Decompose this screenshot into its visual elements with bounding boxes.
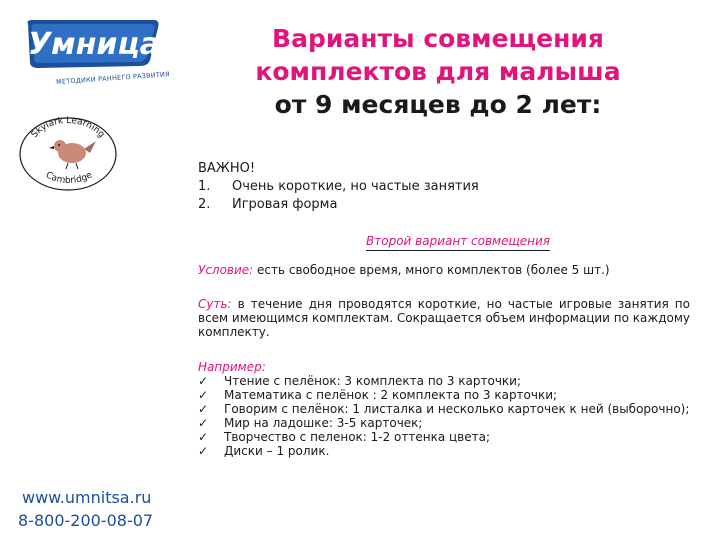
check-icon: ✓ [198, 374, 209, 388]
website-link[interactable]: www.umnitsa.ru [22, 488, 152, 507]
title-line-1: Варианты совмещения [272, 24, 604, 53]
essence-text: в течение дня проводятся короткие, но частые игровые занятия по всем имеющимся комплектам. Сокращается объем информации по каждому комплекту. [198, 297, 690, 339]
important-item [198, 178, 618, 196]
skylark-text-bottom: Cambridge [43, 170, 95, 186]
item-text: Игровая форма [232, 197, 338, 212]
condition-text: есть свободное время, много комплектов (более 5 шт.) [253, 263, 610, 277]
check-icon: ✓ [198, 430, 209, 444]
important-heading: ВАЖНО! [198, 161, 256, 176]
phone-number: 8-800-200-08-07 [18, 511, 154, 530]
list-item-text: Диски – 1 ролик. [224, 444, 330, 458]
important-block [198, 160, 618, 214]
condition-label: Условие: [198, 263, 254, 277]
logo-subtitle: МЕТОДИКИ РАННЕГО РАЗВИТИЯ [55, 70, 171, 87]
list-item [198, 416, 690, 430]
item-number: 1. [198, 179, 211, 194]
list-item [198, 388, 690, 402]
bird-icon [49, 140, 96, 169]
check-icon: ✓ [198, 388, 209, 402]
item-text: Очень короткие, но частые занятия [232, 179, 479, 194]
essence-paragraph [198, 297, 690, 339]
list-item [198, 402, 690, 416]
check-icon: ✓ [198, 402, 209, 416]
list-item-text: Чтение с пелёнок: 3 комплекта по 3 карточки; [224, 374, 522, 388]
example-list [198, 374, 690, 458]
list-item-text: Творчество с пеленок: 1-2 оттенка цвета; [224, 430, 491, 444]
essence-label: Суть: [198, 297, 232, 311]
logo-name: Умница [28, 27, 160, 62]
example-block [198, 360, 690, 458]
list-item [198, 374, 690, 388]
example-heading: Например: [198, 360, 266, 374]
title-line-2: комплектов для малыша [255, 57, 621, 86]
important-item [198, 196, 618, 214]
check-icon: ✓ [198, 416, 209, 430]
skylark-logo [10, 115, 120, 193]
title-line-3: от 9 месяцев до 2 лет: [274, 90, 602, 119]
list-item-text: Математика с пелёнок : 2 комплекта по 3 карточки; [224, 388, 558, 402]
check-icon: ✓ [198, 444, 209, 458]
variant-heading-wrap [198, 230, 550, 251]
item-number: 2. [198, 197, 211, 212]
variant-heading: Второй вариант совмещения [366, 233, 550, 251]
skylark-text-top: Skylark Learning [29, 115, 107, 140]
page-title [228, 22, 648, 121]
list-item-text: Мир на ладошке: 3-5 карточек; [224, 416, 423, 430]
list-item [198, 430, 690, 444]
umnitsa-logo [18, 16, 171, 87]
list-item-text: Говорим с пелёнок: 1 листалка и несколько карточек к ней (выборочно); [224, 402, 690, 416]
list-item [198, 444, 690, 458]
condition-paragraph [198, 263, 690, 277]
